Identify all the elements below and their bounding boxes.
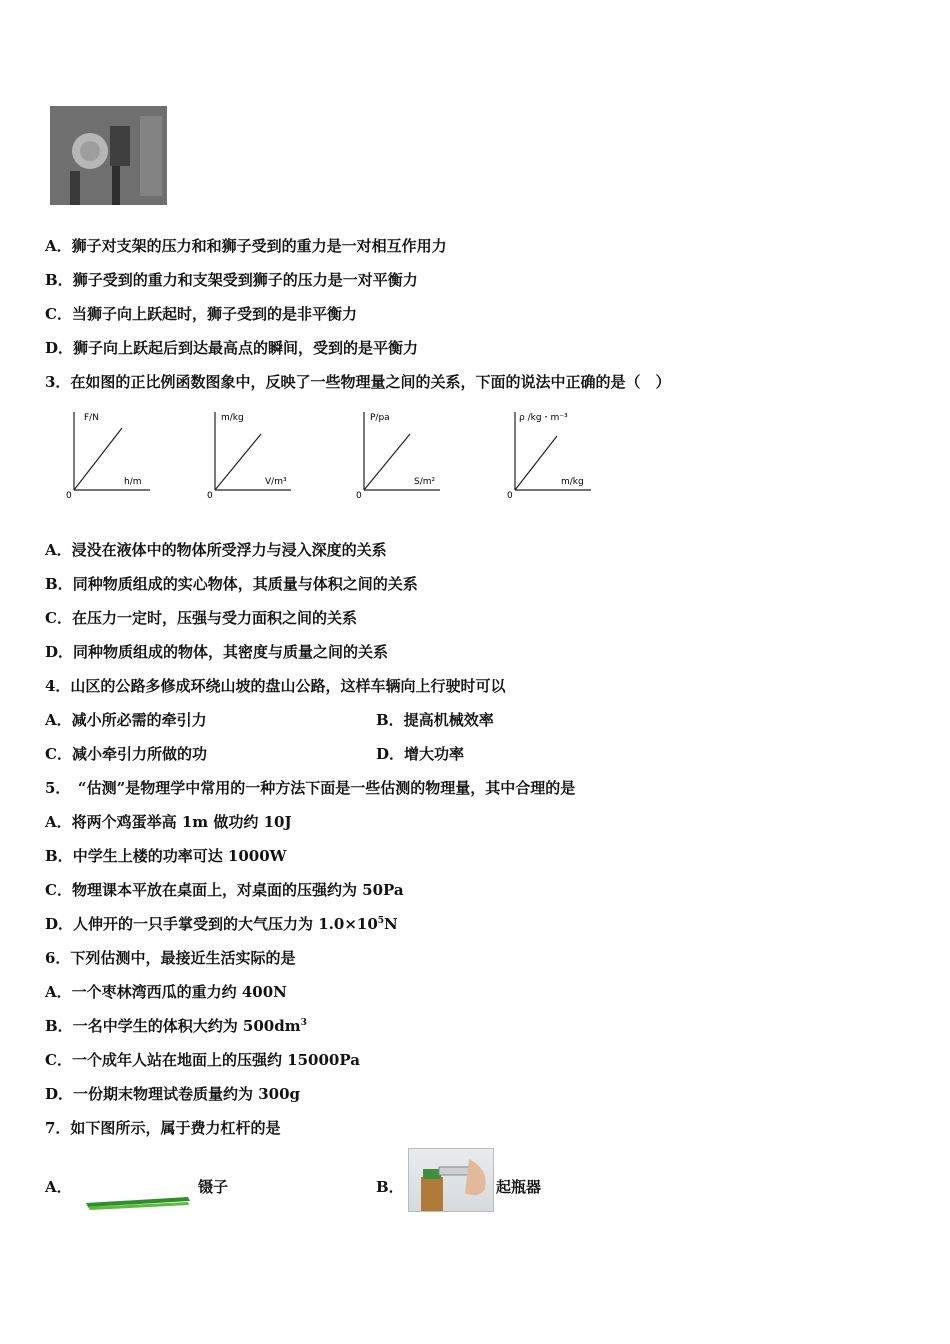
- q5-option-d: D．人伸开的一只手掌受到的大气压力为 $1.0\times 10^5N$: [45, 915, 398, 933]
- q6-option-c: C．一个成年人站在地面上的压强约 15000Pa: [45, 1051, 360, 1069]
- svg-text:0: 0: [66, 491, 72, 500]
- svg-text:0: 0: [356, 491, 362, 500]
- svg-text:F/N: F/N: [84, 413, 99, 423]
- q6-option-d: D．一份期末物理试卷质量约为 300g: [45, 1085, 301, 1103]
- q2-option-a: A．狮子对支架的压力和和狮子受到的重力是一对相互作用力: [45, 237, 447, 255]
- tweezers-image: [84, 1193, 192, 1211]
- q6-option-a: A．一个枣林湾西瓜的重力约 400N: [45, 983, 287, 1001]
- svg-text:0: 0: [207, 491, 213, 500]
- q4-option-b: B．提高机械效率: [376, 711, 494, 729]
- q7-option-a-letter: A．: [45, 1178, 72, 1196]
- svg-text:m/kg: m/kg: [561, 477, 584, 487]
- q3-option-b: B．同种物质组成的实心物体，其质量与体积之间的关系: [45, 575, 418, 593]
- q4-option-a: A．减小所必需的牵引力: [45, 711, 207, 729]
- q3-option-c: C．在压力一定时，压强与受力面积之间的关系: [45, 609, 357, 627]
- q6-stem: 6．下列估测中，最接近生活实际的是: [45, 949, 296, 967]
- q2-option-b: B．狮子受到的重力和支架受到狮子的压力是一对平衡力: [45, 271, 418, 289]
- graph-rho-m: [503, 408, 593, 500]
- q6-option-b: B．一名中学生的体积大约为 $500dm^3$: [45, 1017, 307, 1035]
- q4-stem: 4．山区的公路多修成环绕山坡的盘山公路，这样车辆向上行驶时可以: [45, 677, 506, 695]
- q3-option-d: D．同种物质组成的物体，其密度与质量之间的关系: [45, 643, 389, 661]
- q5-option-c: C．物理课本平放在桌面上，对桌面的压强约为 50Pa: [45, 881, 404, 899]
- q3-option-a: A．浸没在液体中的物体所受浮力与浸入深度的关系: [45, 541, 387, 559]
- q5-option-a: A．将两个鸡蛋举高 1m 做功约 10J: [45, 813, 292, 831]
- graph-f-h: [62, 408, 152, 500]
- q2-option-d: D．狮子向上跃起后到达最高点的瞬间，受到的是平衡力: [45, 339, 419, 357]
- q5-stem: 5． “估测”是物理学中常用的一种方法下面是一些估测的物理量，其中合理的是: [45, 779, 576, 797]
- graph-m-v: [203, 408, 293, 500]
- svg-text:h/m: h/m: [124, 477, 142, 487]
- q2-option-c: C．当狮子向上跃起时，狮子受到的是非平衡力: [45, 305, 357, 323]
- q7-option-a-label: 镊子: [198, 1178, 229, 1196]
- q3-stem: 3．在如图的正比例函数图象中，反映了一些物理量之间的关系，下面的说法中正确的是（ ）: [45, 373, 671, 391]
- q4-option-c: C．减小牵引力所做的功: [45, 745, 207, 763]
- q5-option-b: B．中学生上楼的功率可达 1000W: [45, 847, 287, 865]
- q7-option-b-letter: B．: [376, 1178, 404, 1196]
- q7-option-b-label: 起瓶器: [496, 1178, 542, 1196]
- svg-text:V/m³: V/m³: [265, 477, 287, 487]
- svg-text:S/m²: S/m²: [414, 477, 436, 487]
- svg-text:m/kg: m/kg: [221, 413, 244, 423]
- q7-stem: 7．如下图所示，属于费力杠杆的是: [45, 1119, 281, 1137]
- bottle-opener-image: [408, 1148, 494, 1212]
- svg-text:P/pa: P/pa: [370, 413, 390, 423]
- svg-text:0: 0: [507, 491, 513, 500]
- lion-stand-photo: [50, 106, 167, 205]
- svg-text:ρ /kg・m⁻³: ρ /kg・m⁻³: [519, 413, 568, 423]
- q4-option-d: D．增大功率: [376, 745, 465, 763]
- graph-p-s: [352, 408, 442, 500]
